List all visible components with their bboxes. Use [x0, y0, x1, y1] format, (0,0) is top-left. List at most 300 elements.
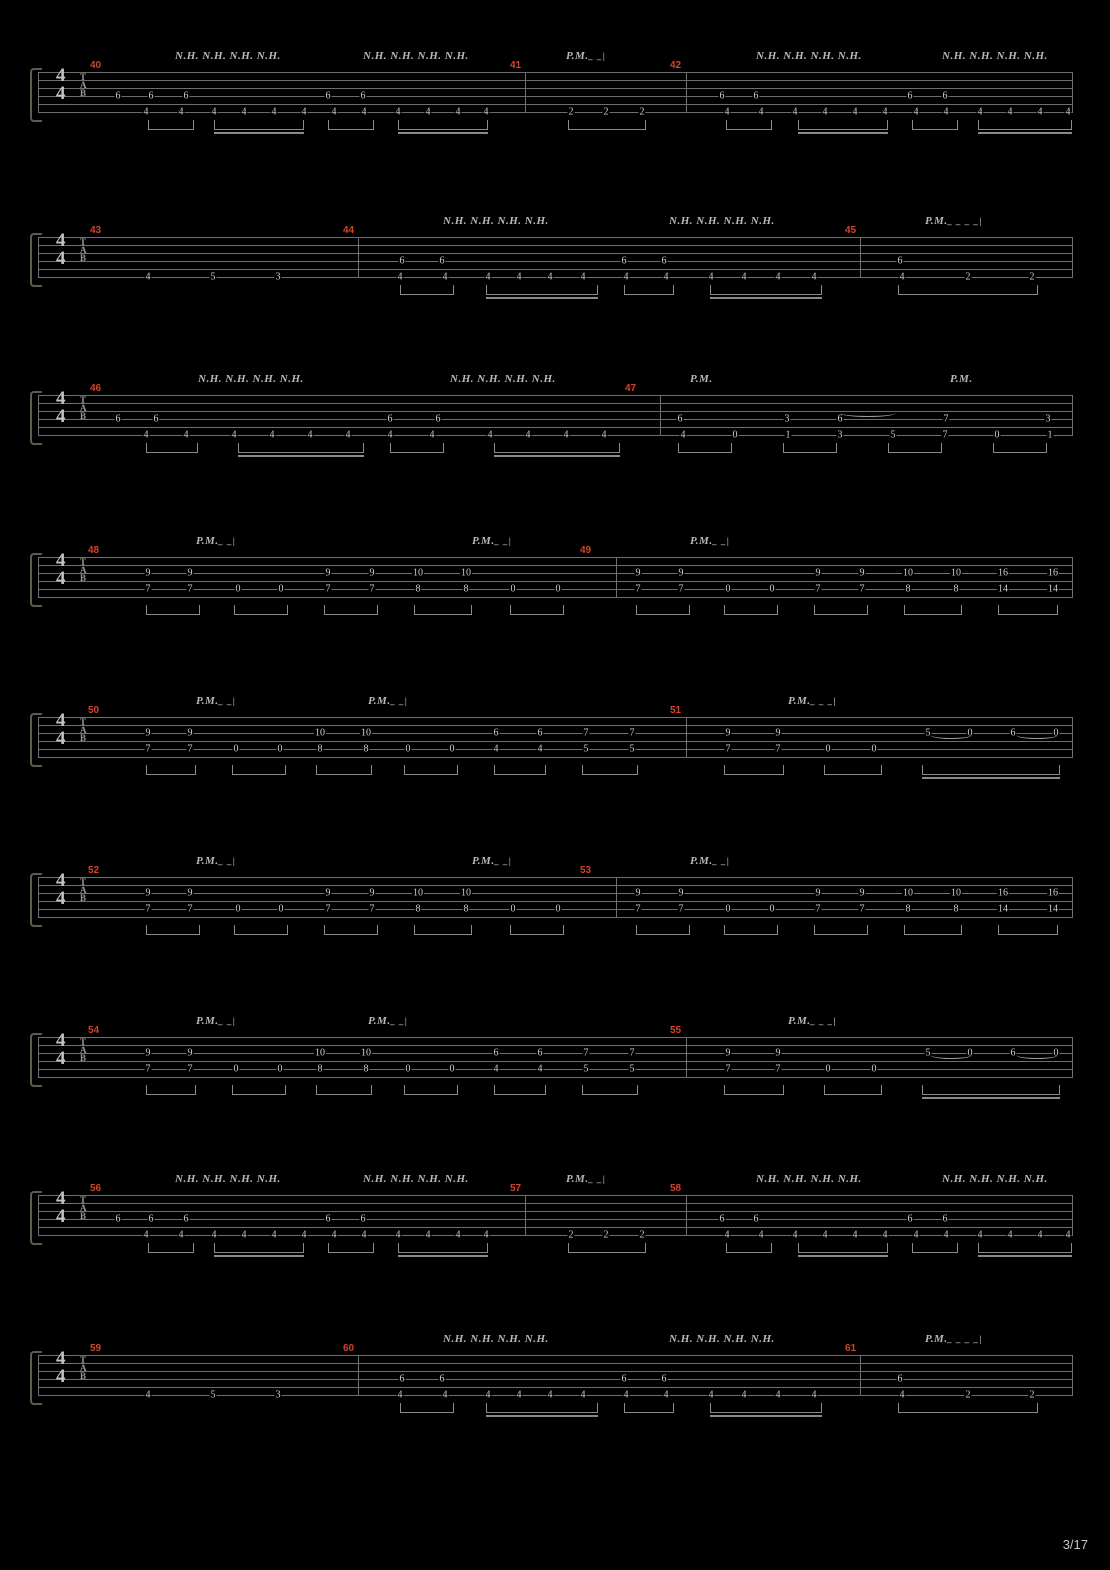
rhythm-beam — [978, 1243, 1072, 1253]
rhythm-beam — [328, 120, 374, 130]
barline — [686, 72, 687, 113]
barline — [686, 1037, 687, 1078]
palm-mute-marking: P.M._ _| — [690, 855, 730, 867]
tab-note: 7 — [583, 1047, 589, 1059]
rhythm-beam — [486, 285, 598, 295]
tab-note: 14 — [1048, 903, 1058, 915]
rhythm-beam — [214, 1243, 304, 1253]
staff-line — [38, 885, 1073, 886]
tab-note: 0 — [1053, 727, 1059, 739]
rhythm-beam — [912, 1243, 958, 1253]
rhythm-beam-secondary — [978, 132, 1072, 134]
palm-mute-marking: P.M._ _| — [196, 695, 236, 707]
tab-note: 4 — [899, 1389, 905, 1401]
rhythm-beam — [798, 120, 888, 130]
tab-note: 6 — [677, 413, 683, 425]
tab-note: 6 — [387, 413, 393, 425]
barline — [38, 237, 39, 278]
tab-note: 4 — [822, 1229, 828, 1241]
tab-note: 4 — [792, 106, 798, 118]
rhythm-beam — [814, 605, 868, 615]
tab-note: 7 — [635, 903, 641, 915]
palm-mute-marking: P.M. — [950, 373, 973, 385]
tab-note: 16 — [998, 887, 1008, 899]
tab-note: 0 — [725, 903, 731, 915]
staff-system — [0, 855, 1110, 941]
tab-note: 9 — [635, 887, 641, 899]
staff-line — [38, 245, 1073, 246]
tab-note: 0 — [510, 903, 516, 915]
tab-note: 0 — [732, 429, 738, 441]
tab-note: 9 — [775, 727, 781, 739]
measure-number: 58 — [670, 1183, 682, 1194]
tab-note: 8 — [317, 743, 323, 755]
tab-note: 4 — [913, 106, 919, 118]
tab-note: 6 — [325, 1213, 331, 1225]
tab-note: 8 — [463, 903, 469, 915]
natural-harmonic-marking: N.H. N.H. N.H. N.H. — [942, 1173, 1048, 1185]
tab-note: 4 — [397, 271, 403, 283]
tab-note: 7 — [187, 583, 193, 595]
staff-line — [38, 261, 1073, 262]
tab-note: 4 — [425, 106, 431, 118]
time-signature: 4 4 — [56, 550, 65, 589]
tab-note: 7 — [775, 1063, 781, 1075]
staff-line — [38, 419, 1073, 420]
tab-note: 4 — [913, 1229, 919, 1241]
palm-mute-marking: P.M._ _ _ _| — [925, 215, 983, 227]
rhythm-beam — [494, 1085, 546, 1095]
staff-wrapper — [0, 383, 1110, 459]
tab-note: 10 — [903, 887, 913, 899]
palm-mute-marking: P.M._ _| — [566, 1173, 606, 1185]
natural-harmonic-marking: N.H. N.H. N.H. N.H. — [198, 373, 304, 385]
barline — [38, 717, 39, 758]
barline — [1072, 72, 1073, 113]
staff-line — [38, 96, 1073, 97]
tab-note: 6 — [439, 255, 445, 267]
palm-mute-marking: P.M._ _| — [566, 50, 606, 62]
tab-note: 4 — [1065, 106, 1071, 118]
staff-line — [38, 1195, 1073, 1196]
rhythm-beam — [316, 1085, 372, 1095]
tab-note: 6 — [897, 255, 903, 267]
tab-note: 6 — [183, 1213, 189, 1225]
staff-line — [38, 1037, 1073, 1038]
tab-clef: T A B — [80, 877, 87, 903]
tab-note: 4 — [1065, 1229, 1071, 1241]
tab-note: 0 — [967, 1047, 973, 1059]
tab-note: 4 — [485, 271, 491, 283]
tab-note: 7 — [369, 903, 375, 915]
annotation-row — [0, 373, 1110, 395]
staff-line — [38, 237, 1073, 238]
natural-harmonic-marking: N.H. N.H. N.H. N.H. — [756, 1173, 862, 1185]
barline — [860, 1355, 861, 1396]
tab-note: 0 — [825, 1063, 831, 1075]
tie-slur — [930, 1047, 973, 1059]
tab-note: 9 — [725, 1047, 731, 1059]
tab-note: 14 — [998, 583, 1008, 595]
tab-note: 6 — [907, 90, 913, 102]
rhythm-beam — [232, 765, 286, 775]
tab-note: 6 — [115, 90, 121, 102]
tab-note: 4 — [361, 106, 367, 118]
tab-note: 8 — [363, 1063, 369, 1075]
tab-note: 4 — [741, 271, 747, 283]
tab-note: 4 — [241, 106, 247, 118]
barline — [358, 237, 359, 278]
tab-note: 10 — [315, 727, 325, 739]
tab-note: 6 — [661, 1373, 667, 1385]
rhythm-beam-secondary — [398, 1255, 488, 1257]
tie-slur — [840, 409, 896, 417]
rhythm-beam — [414, 605, 472, 615]
natural-harmonic-marking: N.H. N.H. N.H. N.H. — [175, 1173, 281, 1185]
measure-number: 53 — [580, 865, 592, 876]
tab-note: 5 — [925, 727, 931, 739]
tab-note: 9 — [859, 887, 865, 899]
tab-note: 4 — [792, 1229, 798, 1241]
tab-note: 3 — [784, 413, 790, 425]
tab-note: 6 — [153, 413, 159, 425]
tab-note: 4 — [301, 106, 307, 118]
rhythm-beam — [510, 605, 564, 615]
tab-note: 6 — [148, 1213, 154, 1225]
rhythm-beam — [636, 925, 690, 935]
barline — [616, 877, 617, 918]
natural-harmonic-marking: N.H. N.H. N.H. N.H. — [756, 50, 862, 62]
tab-note: 4 — [852, 1229, 858, 1241]
tab-note: 4 — [425, 1229, 431, 1241]
tab-note: 3 — [275, 271, 281, 283]
staff-line — [38, 565, 1073, 566]
tab-note: 9 — [145, 567, 151, 579]
tab-note: 7 — [325, 583, 331, 595]
rhythm-beam-secondary — [214, 1255, 304, 1257]
tab-clef: T A B — [80, 557, 87, 583]
tab-note: 6 — [753, 90, 759, 102]
tab-clef: T A B — [80, 717, 87, 743]
tab-note: 6 — [942, 1213, 948, 1225]
tab-note: 0 — [555, 583, 561, 595]
rhythm-beam-secondary — [214, 132, 304, 134]
tab-note: 6 — [537, 1047, 543, 1059]
tab-note: 8 — [905, 903, 911, 915]
tab-note: 4 — [395, 1229, 401, 1241]
tab-note: 0 — [233, 743, 239, 755]
rhythm-beam — [582, 765, 638, 775]
annotation-row — [0, 1173, 1110, 1195]
time-signature: 4 4 — [56, 65, 65, 104]
tab-note: 0 — [725, 583, 731, 595]
tab-note: 4 — [269, 429, 275, 441]
staff-line — [38, 1371, 1073, 1372]
tab-note: 4 — [623, 271, 629, 283]
tab-note: 4 — [331, 1229, 337, 1241]
tab-note: 4 — [487, 429, 493, 441]
staff-line — [38, 411, 1073, 412]
tab-note: 8 — [363, 743, 369, 755]
tab-note: 6 — [115, 1213, 121, 1225]
staff-line — [38, 104, 1073, 105]
palm-mute-marking: P.M._ _| — [196, 1015, 236, 1027]
tab-note: 6 — [493, 1047, 499, 1059]
staff-wrapper — [0, 1025, 1110, 1101]
staff-line — [38, 1227, 1073, 1228]
rhythm-beam — [993, 443, 1047, 453]
tie-slur — [1016, 727, 1059, 739]
rhythm-beam-secondary — [398, 132, 488, 134]
tab-note: 7 — [629, 727, 635, 739]
measure-number: 60 — [343, 1343, 355, 1354]
rhythm-beam — [710, 285, 822, 295]
measure-number: 48 — [88, 545, 100, 556]
tab-note: 7 — [943, 413, 949, 425]
tab-note: 0 — [555, 903, 561, 915]
tab-note: 4 — [231, 429, 237, 441]
tab-note: 6 — [439, 1373, 445, 1385]
tab-note: 5 — [890, 429, 896, 441]
barline — [525, 1195, 526, 1236]
tab-note: 4 — [563, 429, 569, 441]
tab-note: 4 — [516, 1389, 522, 1401]
tab-note: 7 — [775, 743, 781, 755]
natural-harmonic-marking: N.H. N.H. N.H. N.H. — [175, 50, 281, 62]
staff-system — [0, 1015, 1110, 1101]
rhythm-beam — [814, 925, 868, 935]
natural-harmonic-marking: N.H. N.H. N.H. N.H. — [363, 50, 469, 62]
tab-note: 6 — [399, 255, 405, 267]
tab-note: 6 — [907, 1213, 913, 1225]
staff-wrapper — [0, 545, 1110, 621]
rhythm-beam-secondary — [494, 455, 620, 457]
tab-note: 9 — [678, 887, 684, 899]
tab-note: 4 — [183, 429, 189, 441]
rhythm-beam-secondary — [922, 1097, 1060, 1099]
barline — [1072, 877, 1073, 918]
staff-line — [38, 581, 1073, 582]
tab-note: 7 — [725, 743, 731, 755]
rhythm-beam — [568, 1243, 646, 1253]
tab-note: 6 — [753, 1213, 759, 1225]
tab-note: 4 — [537, 743, 543, 755]
measure-number: 46 — [90, 383, 102, 394]
rhythm-beam-secondary — [710, 297, 822, 299]
tab-note: 10 — [461, 567, 471, 579]
rhythm-beam — [798, 1243, 888, 1253]
rhythm-beam — [398, 1243, 488, 1253]
tie-slur — [930, 727, 973, 739]
tab-note: 9 — [145, 727, 151, 739]
staff-wrapper — [0, 1183, 1110, 1259]
tab-note: 5 — [583, 743, 589, 755]
tab-note: 10 — [903, 567, 913, 579]
tab-note: 14 — [998, 903, 1008, 915]
tab-note: 10 — [951, 887, 961, 899]
staff-line — [38, 1355, 1073, 1356]
tab-note: 7 — [635, 583, 641, 595]
rhythm-beam — [783, 443, 837, 453]
staff-system — [0, 1173, 1110, 1259]
tab-note: 5 — [210, 271, 216, 283]
tab-note: 4 — [1007, 1229, 1013, 1241]
tab-note: 2 — [965, 271, 971, 283]
tab-note: 4 — [442, 271, 448, 283]
tab-note: 9 — [725, 727, 731, 739]
tab-note: 6 — [897, 1373, 903, 1385]
tab-note: 8 — [905, 583, 911, 595]
tab-clef: T A B — [80, 395, 87, 421]
rhythm-beam — [888, 443, 942, 453]
barline — [38, 1355, 39, 1396]
tab-note: 9 — [325, 567, 331, 579]
rhythm-beam — [232, 1085, 286, 1095]
rhythm-beam-secondary — [922, 777, 1060, 779]
annotation-row — [0, 50, 1110, 72]
barline — [660, 395, 661, 436]
tab-note: 7 — [145, 903, 151, 915]
time-signature: 4 4 — [56, 1188, 65, 1227]
barline — [1072, 237, 1073, 278]
barline — [860, 237, 861, 278]
rhythm-beam — [146, 605, 200, 615]
rhythm-beam — [214, 120, 304, 130]
rhythm-beam — [636, 605, 690, 615]
measure-number: 50 — [88, 705, 100, 716]
tab-note: 7 — [942, 429, 948, 441]
tie-slur — [1016, 1047, 1059, 1059]
tab-note: 7 — [187, 903, 193, 915]
natural-harmonic-marking: N.H. N.H. N.H. N.H. — [363, 1173, 469, 1185]
staff-line — [38, 717, 1073, 718]
tab-note: 4 — [331, 106, 337, 118]
tab-note: 4 — [1037, 106, 1043, 118]
rhythm-beam-secondary — [798, 132, 888, 134]
staff-line — [38, 917, 1073, 918]
tab-note: 4 — [442, 1389, 448, 1401]
barline — [525, 72, 526, 113]
tab-note: 6 — [399, 1373, 405, 1385]
tab-note: 4 — [758, 1229, 764, 1241]
tab-note: 16 — [1048, 887, 1058, 899]
tab-note: 4 — [943, 106, 949, 118]
rhythm-beam-secondary — [798, 1255, 888, 1257]
measure-number: 45 — [845, 225, 857, 236]
tab-note: 9 — [187, 1047, 193, 1059]
tab-note: 6 — [183, 90, 189, 102]
tab-note: 10 — [361, 727, 371, 739]
tab-note: 4 — [483, 1229, 489, 1241]
barline — [1072, 557, 1073, 598]
tab-note: 7 — [145, 583, 151, 595]
rhythm-beam — [400, 1403, 454, 1413]
tab-note: 7 — [187, 743, 193, 755]
barline — [686, 717, 687, 758]
staff-system — [0, 695, 1110, 781]
measure-number: 49 — [580, 545, 592, 556]
rhythm-beam — [146, 765, 196, 775]
tab-note: 4 — [178, 1229, 184, 1241]
tab-note: 4 — [143, 1229, 149, 1241]
natural-harmonic-marking: N.H. N.H. N.H. N.H. — [669, 1333, 775, 1345]
tab-note: 6 — [1010, 727, 1016, 739]
natural-harmonic-marking: N.H. N.H. N.H. N.H. — [669, 215, 775, 227]
tab-note: 6 — [661, 255, 667, 267]
tab-note: 2 — [603, 1229, 609, 1241]
tab-note: 4 — [822, 106, 828, 118]
rhythm-beam — [922, 765, 1060, 775]
tab-note: 9 — [775, 1047, 781, 1059]
tab-note: 4 — [852, 106, 858, 118]
tab-note: 4 — [483, 106, 489, 118]
tab-note: 6 — [719, 90, 725, 102]
staff-system — [0, 535, 1110, 621]
staff-system — [0, 373, 1110, 459]
rhythm-beam — [148, 1243, 194, 1253]
rhythm-beam — [904, 925, 962, 935]
rhythm-beam — [824, 1085, 882, 1095]
barline — [38, 1195, 39, 1236]
staff-wrapper — [0, 225, 1110, 301]
rhythm-beam — [494, 443, 620, 453]
rhythm-beam — [328, 1243, 374, 1253]
tab-note: 9 — [187, 887, 193, 899]
tab-note: 4 — [429, 429, 435, 441]
tab-note: 7 — [859, 903, 865, 915]
tab-note: 9 — [369, 567, 375, 579]
measure-number: 55 — [670, 1025, 682, 1036]
rhythm-beam — [922, 1085, 1060, 1095]
barline — [686, 1195, 687, 1236]
rhythm-beam — [146, 925, 200, 935]
measure-number: 51 — [670, 705, 682, 716]
time-signature: 4 4 — [56, 870, 65, 909]
tab-note: 10 — [413, 567, 423, 579]
staff-system — [0, 50, 1110, 136]
tab-note: 0 — [871, 743, 877, 755]
tab-note: 10 — [951, 567, 961, 579]
rhythm-beam — [510, 925, 564, 935]
palm-mute-marking: P.M._ _ _| — [788, 695, 837, 707]
tab-note: 9 — [369, 887, 375, 899]
rhythm-beam — [726, 1243, 772, 1253]
tab-note: 4 — [882, 106, 888, 118]
rhythm-beam — [998, 925, 1058, 935]
barline — [358, 1355, 359, 1396]
tab-note: 4 — [493, 1063, 499, 1075]
rhythm-beam — [912, 120, 958, 130]
tab-note: 5 — [629, 1063, 635, 1075]
palm-mute-marking: P.M._ _| — [472, 855, 512, 867]
tab-note: 0 — [769, 903, 775, 915]
staff-wrapper — [0, 60, 1110, 136]
staff-wrapper — [0, 1343, 1110, 1419]
barline — [38, 72, 39, 113]
tab-note: 0 — [449, 1063, 455, 1075]
rhythm-beam — [724, 1085, 784, 1095]
tab-note: 8 — [317, 1063, 323, 1075]
natural-harmonic-marking: N.H. N.H. N.H. N.H. — [443, 215, 549, 227]
rhythm-beam — [316, 765, 372, 775]
tab-note: 6 — [115, 413, 121, 425]
staff-line — [38, 901, 1073, 902]
tab-note: 4 — [943, 1229, 949, 1241]
tab-note: 4 — [741, 1389, 747, 1401]
staff-line — [38, 1211, 1073, 1212]
page-number: 3/17 — [1062, 1537, 1088, 1552]
natural-harmonic-marking: N.H. N.H. N.H. N.H. — [942, 50, 1048, 62]
